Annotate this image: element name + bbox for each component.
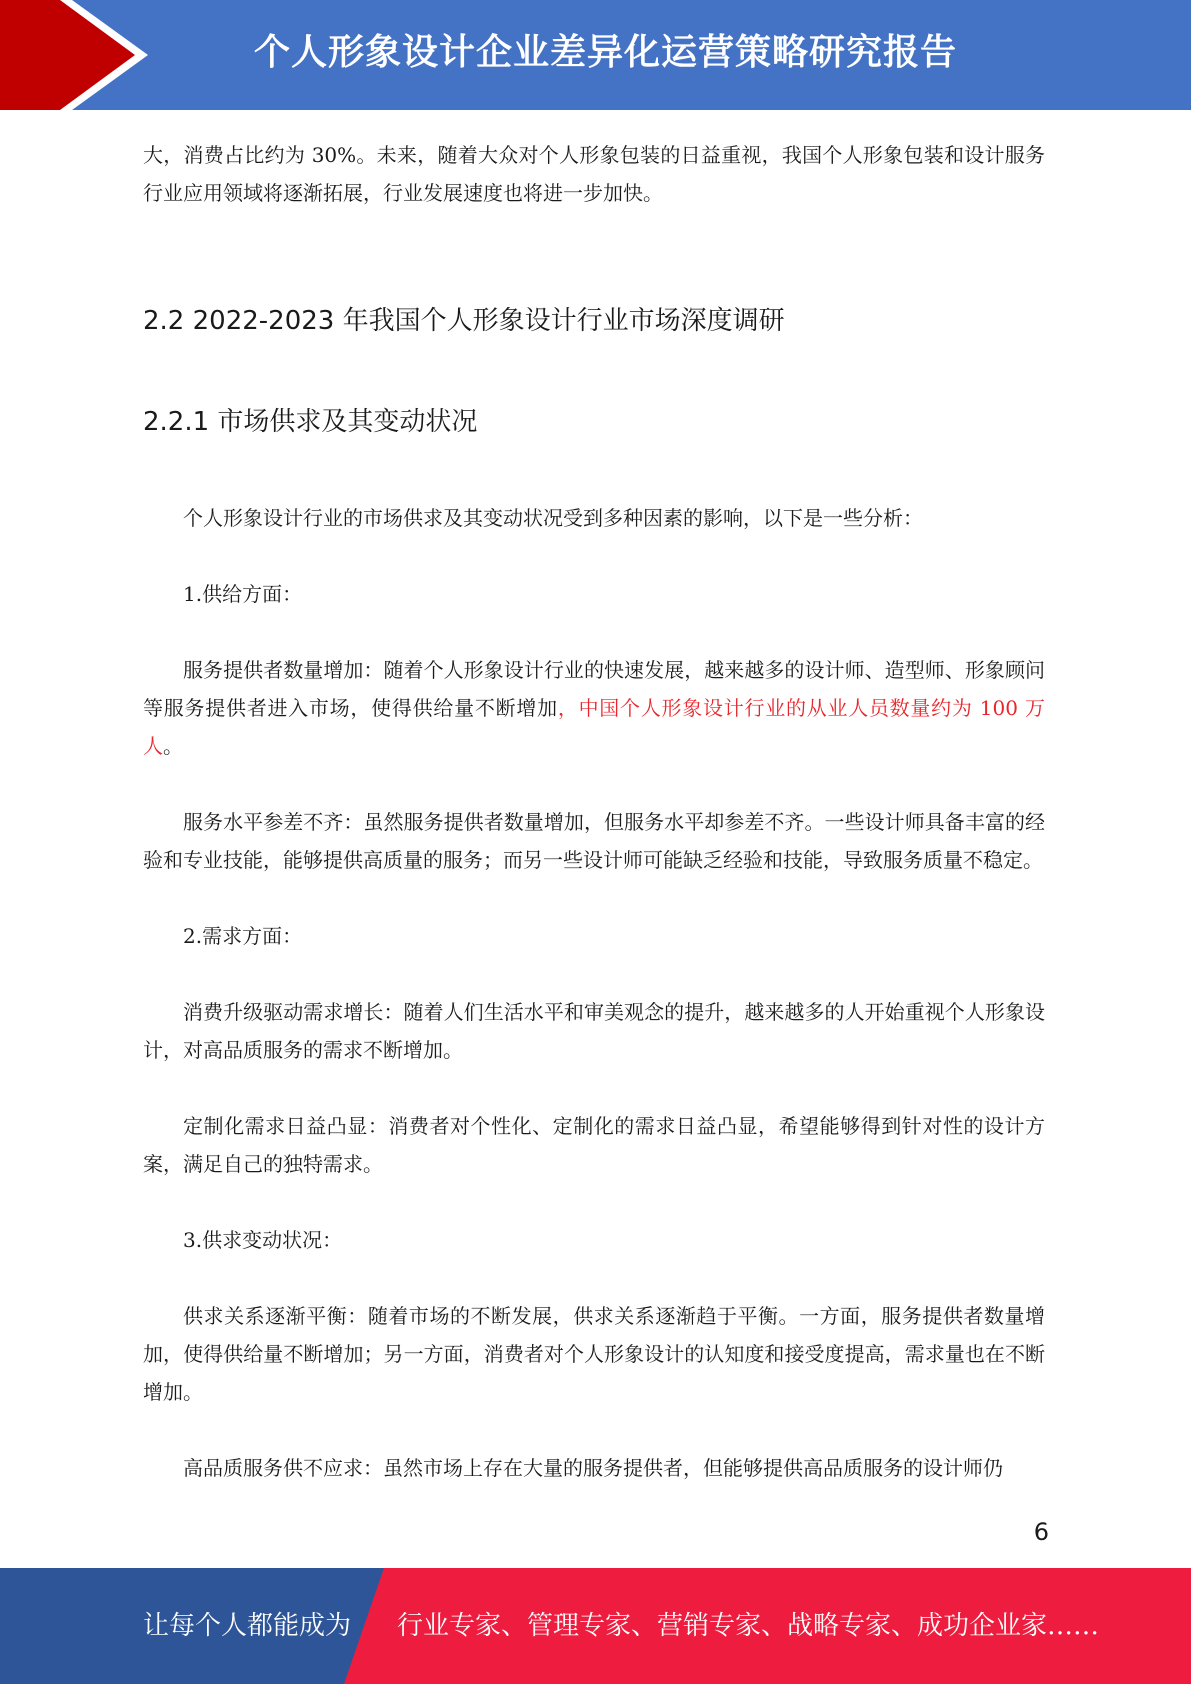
footer-slogan-right: 行业专家、管理专家、营销专家、战略专家、成功企业家…… [397,1611,1100,1641]
supply-text: 服务提供者数量增加：随着个人形象设计行业的快速发展，越来越多的设计师、造型师、形象顾问等服务提供者进入市场，使得供给量不断增加 [143,658,1045,720]
change-paragraph-1: 供求关系逐渐平衡：随着市场的不断发展，供求关系逐渐趋于平衡。一方面，服务提供者数量增加，使得供给量不断增加；另一方面，消费者对个人形象设计的认知度和接受度提高，需求量也在不断增加。 [143,1304,1045,1404]
demand-paragraph-2: 定制化需求日益凸显：消费者对个性化、定制化的需求日益凸显，希望能够得到针对性的设计方案，满足自己的独特需求。 [143,1114,1045,1176]
lead-paragraph: 个人形象设计行业的市场供求及其变动状况受到多种因素的影响，以下是一些分析： [183,506,923,530]
supply-text-end: 。 [163,734,183,758]
supply-paragraph-1 [143,651,1045,765]
header-chevron-icon [0,0,160,110]
highlighted-statistic: ，中国个人形象设计行业的从业人员数量约为 100 万人 [143,696,1046,758]
footer-band [0,1568,1191,1684]
section-heading: 2.2 2022-2023 年我国个人形象设计行业市场深度调研 [143,306,785,336]
header-band [0,0,1191,110]
page-number: 6 [1033,1518,1049,1546]
change-title: 3.供求变动状况： [183,1228,343,1252]
supply-title: 1.供给方面： [183,582,303,606]
footer-slogan-left: 让每个人都能成为 [143,1611,352,1641]
supply-paragraph-2: 服务水平参差不齐：虽然服务提供者数量增加，但服务水平却参差不齐。一些设计师具备丰富的经验和专业技能，能够提供高质量的服务；而另一些设计师可能缺乏经验和技能，导致服务质量不稳定。 [143,810,1045,872]
change-paragraph-2: 高品质服务供不应求：虽然市场上存在大量的服务提供者，但能够提供高品质服务的设计师仍 [183,1456,1003,1480]
intro-paragraph: 大，消费占比约为 30%。未来，随着大众对个人形象包装的日益重视，我国个人形象包装和设计服务行业应用领域将逐渐拓展，行业发展速度也将进一步加快。 [143,143,1045,205]
demand-paragraph-1: 消费升级驱动需求增长：随着人们生活水平和审美观念的提升，越来越多的人开始重视个人形象设计，对高品质服务的需求不断增加。 [143,1000,1045,1062]
demand-title: 2.需求方面： [183,924,303,948]
subsection-heading: 2.2.1 市场供求及其变动状况 [143,407,478,437]
report-title: 个人形象设计企业差异化运营策略研究报告 [253,32,957,73]
page-body [143,130,1045,1487]
